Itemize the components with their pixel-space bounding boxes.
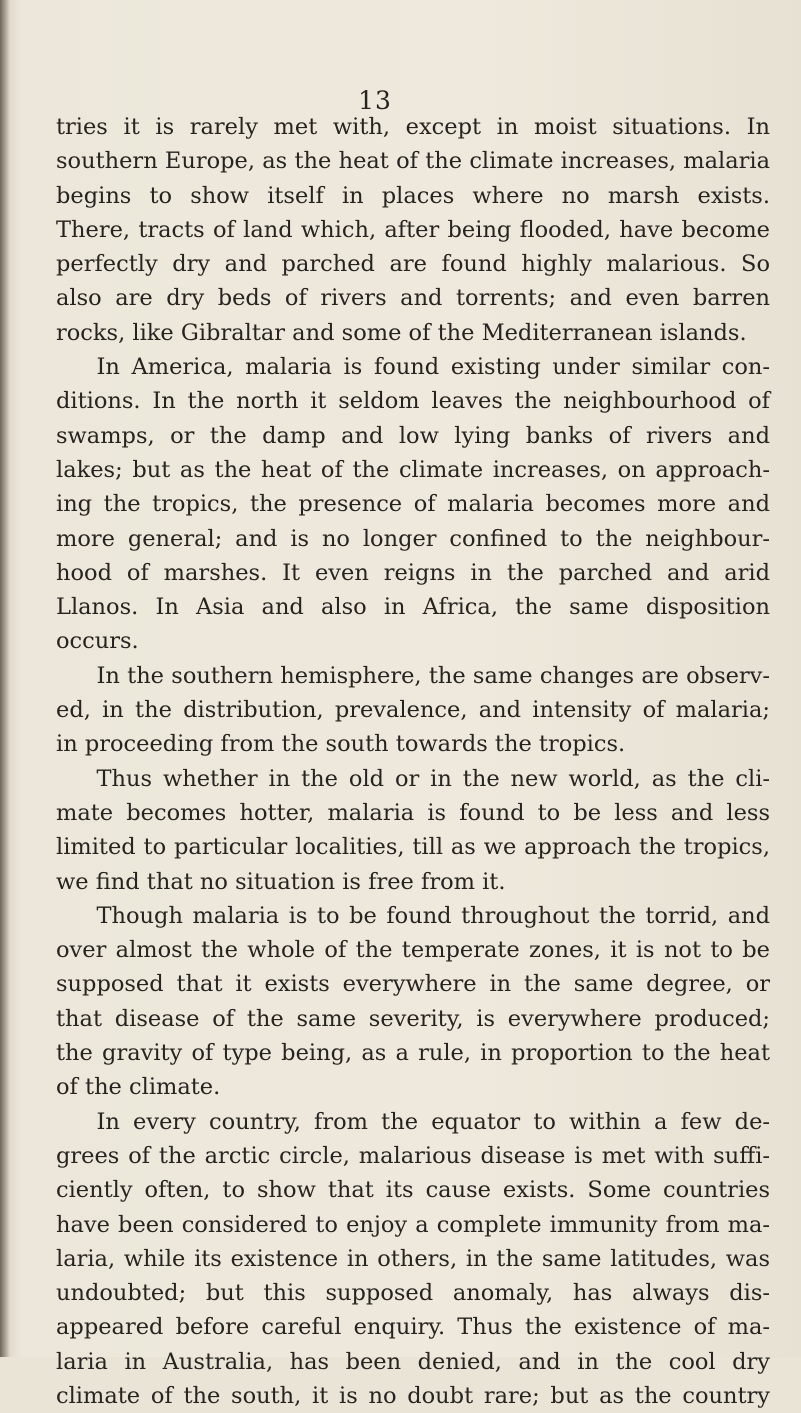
text-line: southern Europe, as the heat of the climate increases, malaria [56,148,770,175]
text-line: appeared before careful enquiry. Thus the existence of ma- [56,1314,770,1341]
text-line: laria in Australia, has been denied, and in the cool dry [56,1348,770,1375]
text-line: Llanos. In Asia and also in Africa, the same disposition [56,594,770,621]
text-line: occurs. [56,628,139,655]
text-line: Though malaria is to be found throughout the torrid, and [96,902,770,929]
text-line: that disease of the same severity, is everywhere produced; [56,1005,770,1032]
text-line: begins to show itself in places where no marsh exists. [56,182,770,209]
page-number: 13 [358,86,392,115]
text-line: supposed that it exists everywhere in the same degree, or [56,971,770,998]
text-line: ciently often, to show that its cause exists. Some countries [56,1177,770,1204]
text-line: swamps, or the damp and low lying banks of rivers and [56,422,770,449]
text-line: perfectly dry and parched are found highly malarious. So [56,251,770,278]
text-line: grees of the arctic circle, malarious disease is met with suffi- [56,1142,770,1169]
page-binding-edge [0,0,10,1357]
text-line: have been considered to enjoy a complete immunity from ma- [56,1211,770,1238]
text-line: ing the tropics, the presence of malaria becomes more and [56,491,770,518]
text-line: hood of marshes. It even reigns in the parched and arid [56,559,770,586]
text-line: undoubted; but this supposed anomaly, has always dis- [56,1280,770,1307]
text-line: ed, in the distribution, prevalence, and intensity of malaria; [56,697,770,724]
text-line: also are dry beds of rivers and torrents; and even barren [56,285,770,312]
text-line: more general; and is no longer confined to the neighbour- [56,525,770,552]
text-line: over almost the whole of the temperate zones, it is not to be [56,937,770,964]
text-line: Thus whether in the old or in the new world, as the cli- [96,765,770,792]
body-text [56,110,770,1413]
text-line: mate becomes hotter, malaria is found to be less and less [56,799,770,826]
text-line: In the southern hemisphere, the same changes are observ- [96,662,770,689]
text-line: lakes; but as the heat of the climate increases, on approach- [56,456,770,483]
text-line: laria, while its existence in others, in the same latitudes, was [56,1245,770,1272]
text-line: In every country, from the equator to within a few de- [96,1108,770,1135]
text-line: ditions. In the north it seldom leaves the neighbourhood of [56,388,770,415]
text-line: the gravity of type being, as a rule, in proportion to the heat [56,1040,770,1067]
text-line: In America, malaria is found existing under similar con- [96,354,770,381]
text-line: tries it is rarely met with, except in moist situations. In [56,114,770,140]
text-line: There, tracts of land which, after being flooded, have become [56,216,770,243]
text-line: rocks, like Gibraltar and some of the Mediterranean islands. [56,319,747,346]
text-line: we find that no situation is free from it. [56,868,506,895]
text-line: climate of the south, it is no doubt rare; but as the country [56,1382,770,1409]
text-line: in proceeding from the south towards the tropics. [56,731,626,758]
text-line: of the climate. [56,1074,221,1101]
text-line: limited to particular localities, till as we approach the tropics, [56,834,770,861]
